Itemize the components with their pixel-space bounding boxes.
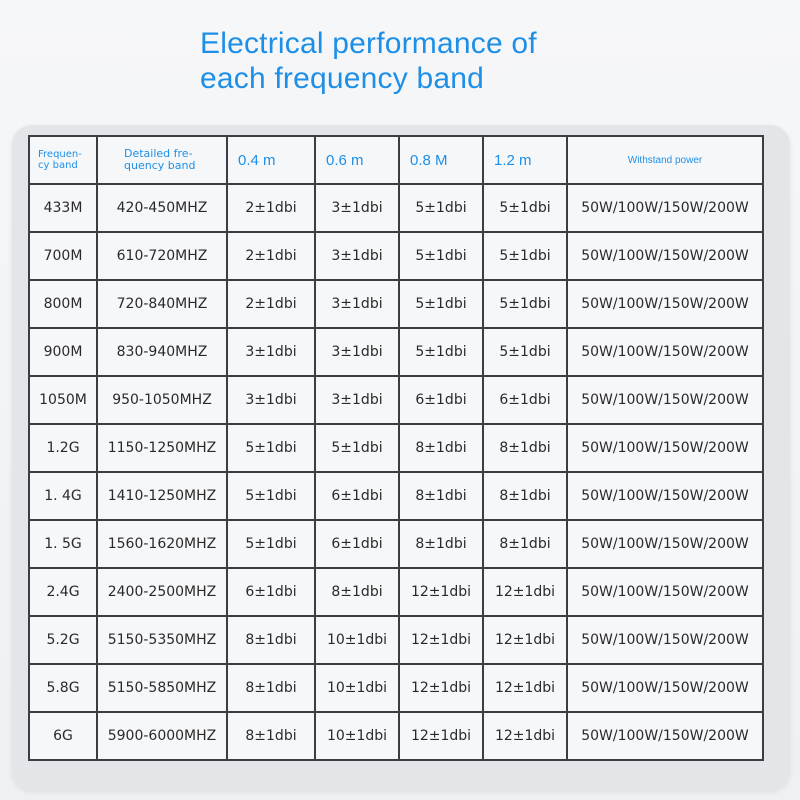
cell-gain-0-8m: 5±1dbi: [400, 281, 482, 327]
cell-gain-0-6m: 10±1dbi: [316, 617, 398, 663]
cell-gain-0-8m: 8±1dbi: [400, 425, 482, 471]
cell-gain-1-2m: 12±1dbi: [484, 569, 566, 615]
table-header-row: [30, 137, 762, 183]
cell-gain-0-6m: 10±1dbi: [316, 665, 398, 711]
cell-band: 700M: [30, 233, 96, 279]
table-row: [30, 617, 762, 663]
cell-gain-1-2m: 8±1dbi: [484, 473, 566, 519]
table-row: [30, 281, 762, 327]
cell-power: 50W/100W/150W/200W: [568, 569, 762, 615]
cell-power: 50W/100W/150W/200W: [568, 617, 762, 663]
header-frequency-band: [30, 137, 96, 183]
cell-band: 1. 4G: [30, 473, 96, 519]
header-withstand-power: Withstand power: [568, 137, 762, 183]
cell-gain-0-8m: 12±1dbi: [400, 713, 482, 759]
cell-band: 6G: [30, 713, 96, 759]
header-detailed-frequency-band: [98, 137, 226, 183]
cell-power: 50W/100W/150W/200W: [568, 425, 762, 471]
header-distance-0-8: 0.8 M: [400, 137, 482, 183]
cell-power: 50W/100W/150W/200W: [568, 233, 762, 279]
header-distance-1-2: 1.2 m: [484, 137, 566, 183]
cell-band: 2.4G: [30, 569, 96, 615]
cell-power: 50W/100W/150W/200W: [568, 521, 762, 567]
cell-gain-0-4m: 3±1dbi: [228, 329, 314, 375]
cell-gain-0-6m: 10±1dbi: [316, 713, 398, 759]
table-row: [30, 329, 762, 375]
cell-gain-1-2m: 12±1dbi: [484, 665, 566, 711]
cell-gain-0-4m: 2±1dbi: [228, 233, 314, 279]
cell-gain-0-4m: 2±1dbi: [228, 185, 314, 231]
cell-range: 1150-1250MHZ: [98, 425, 226, 471]
cell-gain-0-6m: 3±1dbi: [316, 233, 398, 279]
table-row: [30, 521, 762, 567]
cell-power: 50W/100W/150W/200W: [568, 329, 762, 375]
cell-range: 2400-2500MHZ: [98, 569, 226, 615]
cell-gain-0-8m: 5±1dbi: [400, 233, 482, 279]
cell-gain-0-8m: 5±1dbi: [400, 329, 482, 375]
header-distance-0-6: 0.6 m: [316, 137, 398, 183]
cell-range: 830-940MHZ: [98, 329, 226, 375]
cell-power: 50W/100W/150W/200W: [568, 713, 762, 759]
table-body: [30, 185, 762, 759]
cell-power: 50W/100W/150W/200W: [568, 665, 762, 711]
cell-range: 5900-6000MHZ: [98, 713, 226, 759]
page-title: [200, 26, 537, 96]
cell-gain-0-6m: 3±1dbi: [316, 185, 398, 231]
cell-gain-0-6m: 6±1dbi: [316, 473, 398, 519]
cell-range: 1560-1620MHZ: [98, 521, 226, 567]
cell-power: 50W/100W/150W/200W: [568, 377, 762, 423]
cell-gain-0-4m: 5±1dbi: [228, 473, 314, 519]
cell-gain-1-2m: 5±1dbi: [484, 233, 566, 279]
cell-gain-1-2m: 5±1dbi: [484, 185, 566, 231]
cell-gain-0-8m: 12±1dbi: [400, 665, 482, 711]
cell-gain-0-4m: 8±1dbi: [228, 713, 314, 759]
cell-power: 50W/100W/150W/200W: [568, 281, 762, 327]
cell-gain-0-4m: 8±1dbi: [228, 617, 314, 663]
table-row: [30, 713, 762, 759]
cell-gain-0-6m: 8±1dbi: [316, 569, 398, 615]
cell-gain-0-8m: 12±1dbi: [400, 569, 482, 615]
table-row: [30, 425, 762, 471]
header-frequency-band-text: Frequen- cy band: [38, 149, 82, 171]
header-detailed-text: Detailed fre- quency band: [124, 147, 196, 172]
cell-gain-0-6m: 3±1dbi: [316, 377, 398, 423]
cell-gain-0-4m: 3±1dbi: [228, 377, 314, 423]
cell-band: 5.2G: [30, 617, 96, 663]
cell-gain-0-4m: 5±1dbi: [228, 425, 314, 471]
cell-band: 5.8G: [30, 665, 96, 711]
table-row: [30, 185, 762, 231]
cell-range: 720-840MHZ: [98, 281, 226, 327]
cell-band: 900M: [30, 329, 96, 375]
cell-band: 1. 5G: [30, 521, 96, 567]
cell-band: 1.2G: [30, 425, 96, 471]
cell-gain-1-2m: 8±1dbi: [484, 521, 566, 567]
table-row: [30, 569, 762, 615]
cell-gain-0-8m: 12±1dbi: [400, 617, 482, 663]
cell-power: 50W/100W/150W/200W: [568, 185, 762, 231]
table-row: [30, 377, 762, 423]
cell-range: 420-450MHZ: [98, 185, 226, 231]
cell-range: 1410-1250MHZ: [98, 473, 226, 519]
cell-range: 610-720MHZ: [98, 233, 226, 279]
cell-gain-0-8m: 8±1dbi: [400, 521, 482, 567]
table-row: [30, 665, 762, 711]
header-distance-0-4: 0.4 m: [228, 137, 314, 183]
cell-band: 433M: [30, 185, 96, 231]
cell-power: 50W/100W/150W/200W: [568, 473, 762, 519]
cell-range: 5150-5350MHZ: [98, 617, 226, 663]
cell-band: 800M: [30, 281, 96, 327]
title-line-2: each frequency band: [200, 62, 485, 95]
cell-gain-0-6m: 6±1dbi: [316, 521, 398, 567]
cell-gain-1-2m: 5±1dbi: [484, 329, 566, 375]
cell-gain-0-4m: 2±1dbi: [228, 281, 314, 327]
cell-range: 5150-5850MHZ: [98, 665, 226, 711]
cell-gain-1-2m: 12±1dbi: [484, 617, 566, 663]
cell-gain-1-2m: 8±1dbi: [484, 425, 566, 471]
cell-gain-0-6m: 3±1dbi: [316, 329, 398, 375]
cell-gain-0-4m: 5±1dbi: [228, 521, 314, 567]
cell-gain-1-2m: 12±1dbi: [484, 713, 566, 759]
cell-gain-0-4m: 6±1dbi: [228, 569, 314, 615]
cell-gain-0-8m: 5±1dbi: [400, 185, 482, 231]
cell-gain-0-6m: 3±1dbi: [316, 281, 398, 327]
table-row: [30, 473, 762, 519]
cell-gain-0-8m: 6±1dbi: [400, 377, 482, 423]
cell-gain-0-6m: 5±1dbi: [316, 425, 398, 471]
cell-gain-1-2m: 6±1dbi: [484, 377, 566, 423]
cell-gain-0-4m: 8±1dbi: [228, 665, 314, 711]
table-row: [30, 233, 762, 279]
title-line-1: Electrical performance of: [200, 27, 537, 60]
cell-band: 1050M: [30, 377, 96, 423]
performance-table: [28, 135, 764, 761]
cell-range: 950-1050MHZ: [98, 377, 226, 423]
cell-gain-0-8m: 8±1dbi: [400, 473, 482, 519]
cell-gain-1-2m: 5±1dbi: [484, 281, 566, 327]
